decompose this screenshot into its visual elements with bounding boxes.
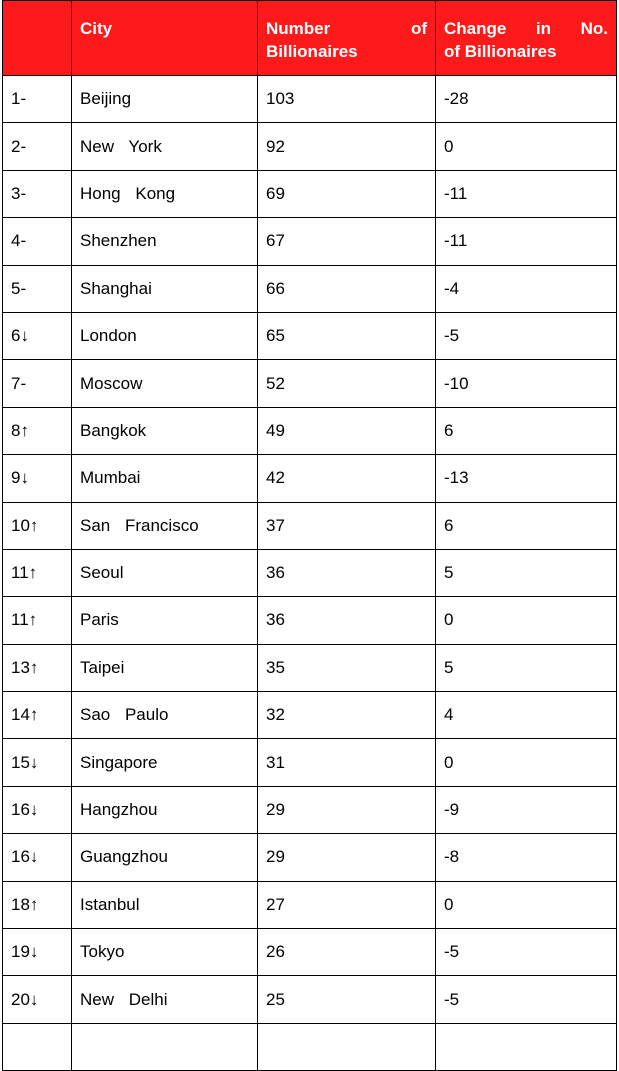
table-row [3, 265, 617, 312]
rank-cell: 9↓ [3, 455, 72, 502]
table-row [3, 834, 617, 881]
billionaires-count-cell: 37 [258, 502, 436, 549]
rank-cell: 7- [3, 360, 72, 407]
city-cell [72, 1023, 258, 1070]
table-row [3, 407, 617, 454]
city-cell: Tokyo [72, 929, 258, 976]
change-cell [436, 1023, 617, 1070]
billionaires-count-cell: 26 [258, 929, 436, 976]
billionaires-count-cell: 66 [258, 265, 436, 312]
table-row [3, 881, 617, 928]
city-cell: Beijing [72, 76, 258, 123]
city-cell: New York [72, 123, 258, 170]
rank-cell [3, 1023, 72, 1070]
rank-cell: 18↑ [3, 881, 72, 928]
change-cell: -13 [436, 455, 617, 502]
city-cell: Shanghai [72, 265, 258, 312]
table-row [3, 597, 617, 644]
city-cell: Hangzhou [72, 786, 258, 833]
change-cell: -8 [436, 834, 617, 881]
change-cell: -10 [436, 360, 617, 407]
city-cell: Istanbul [72, 881, 258, 928]
table-row [3, 218, 617, 265]
change-cell: 5 [436, 549, 617, 596]
rank-cell: 1- [3, 76, 72, 123]
rank-cell: 5- [3, 265, 72, 312]
change-cell: -11 [436, 218, 617, 265]
billionaires-table [2, 0, 617, 1071]
change-cell: 6 [436, 502, 617, 549]
billionaires-count-cell: 35 [258, 644, 436, 691]
city-cell: Mumbai [72, 455, 258, 502]
change-cell: -5 [436, 312, 617, 359]
table-row [3, 76, 617, 123]
header-number-line1: Number of [266, 19, 427, 38]
change-cell: -5 [436, 929, 617, 976]
header-number-of-billionaires [258, 1, 436, 76]
table-row [3, 312, 617, 359]
table-row [3, 360, 617, 407]
table-body [3, 76, 617, 1071]
change-cell: -9 [436, 786, 617, 833]
change-cell: 0 [436, 123, 617, 170]
billionaires-count-cell: 42 [258, 455, 436, 502]
rank-cell: 19↓ [3, 929, 72, 976]
rank-cell: 20↓ [3, 976, 72, 1023]
billionaires-count-cell: 103 [258, 76, 436, 123]
city-cell: Guangzhou [72, 834, 258, 881]
city-cell: Moscow [72, 360, 258, 407]
table-row [3, 644, 617, 691]
change-cell: -4 [436, 265, 617, 312]
city-cell: New Delhi [72, 976, 258, 1023]
city-cell: Seoul [72, 549, 258, 596]
table-row [3, 502, 617, 549]
city-cell: Paris [72, 597, 258, 644]
rank-cell: 3- [3, 170, 72, 217]
table-row [3, 1023, 617, 1070]
change-cell: -5 [436, 976, 617, 1023]
billionaires-count-cell: 36 [258, 597, 436, 644]
rank-cell: 13↑ [3, 644, 72, 691]
billionaires-count-cell: 32 [258, 692, 436, 739]
city-cell: Shenzhen [72, 218, 258, 265]
city-cell: Singapore [72, 739, 258, 786]
header-change-line1: Change in No. [444, 19, 608, 38]
rank-cell: 16↓ [3, 786, 72, 833]
table-header-row [3, 1, 617, 76]
billionaires-count-cell: 92 [258, 123, 436, 170]
rank-cell: 11↑ [3, 549, 72, 596]
rank-cell: 8↑ [3, 407, 72, 454]
rank-cell: 6↓ [3, 312, 72, 359]
change-cell: 4 [436, 692, 617, 739]
table-row [3, 786, 617, 833]
table-row [3, 123, 617, 170]
table-row [3, 692, 617, 739]
change-cell: 6 [436, 407, 617, 454]
table-row [3, 976, 617, 1023]
city-cell: Sao Paulo [72, 692, 258, 739]
header-number-line2: Billionaires [266, 42, 358, 61]
change-cell: 0 [436, 597, 617, 644]
city-cell: San Francisco [72, 502, 258, 549]
billionaires-count-cell: 65 [258, 312, 436, 359]
billionaires-count-cell: 36 [258, 549, 436, 596]
rank-cell: 14↑ [3, 692, 72, 739]
billionaires-count-cell: 52 [258, 360, 436, 407]
header-rank [3, 1, 72, 76]
rank-cell: 11↑ [3, 597, 72, 644]
billionaires-count-cell: 29 [258, 786, 436, 833]
header-change-line2: of Billionaires [444, 42, 557, 61]
table-row [3, 170, 617, 217]
billionaires-count-cell [258, 1023, 436, 1070]
rank-cell: 10↑ [3, 502, 72, 549]
header-change-in-billionaires [436, 1, 617, 76]
change-cell: 0 [436, 881, 617, 928]
header-city: City [72, 1, 258, 76]
city-cell: Taipei [72, 644, 258, 691]
billionaires-count-cell: 31 [258, 739, 436, 786]
billionaires-count-cell: 69 [258, 170, 436, 217]
change-cell: -11 [436, 170, 617, 217]
change-cell: 5 [436, 644, 617, 691]
billionaires-count-cell: 27 [258, 881, 436, 928]
city-cell: Bangkok [72, 407, 258, 454]
table-row [3, 455, 617, 502]
table-row [3, 739, 617, 786]
billionaires-count-cell: 49 [258, 407, 436, 454]
table-row [3, 929, 617, 976]
rank-cell: 2- [3, 123, 72, 170]
billionaires-count-cell: 25 [258, 976, 436, 1023]
billionaires-count-cell: 67 [258, 218, 436, 265]
city-cell: Hong Kong [72, 170, 258, 217]
change-cell: 0 [436, 739, 617, 786]
rank-cell: 4- [3, 218, 72, 265]
table-row [3, 549, 617, 596]
change-cell: -28 [436, 76, 617, 123]
city-cell: London [72, 312, 258, 359]
rank-cell: 16↓ [3, 834, 72, 881]
billionaires-count-cell: 29 [258, 834, 436, 881]
rank-cell: 15↓ [3, 739, 72, 786]
